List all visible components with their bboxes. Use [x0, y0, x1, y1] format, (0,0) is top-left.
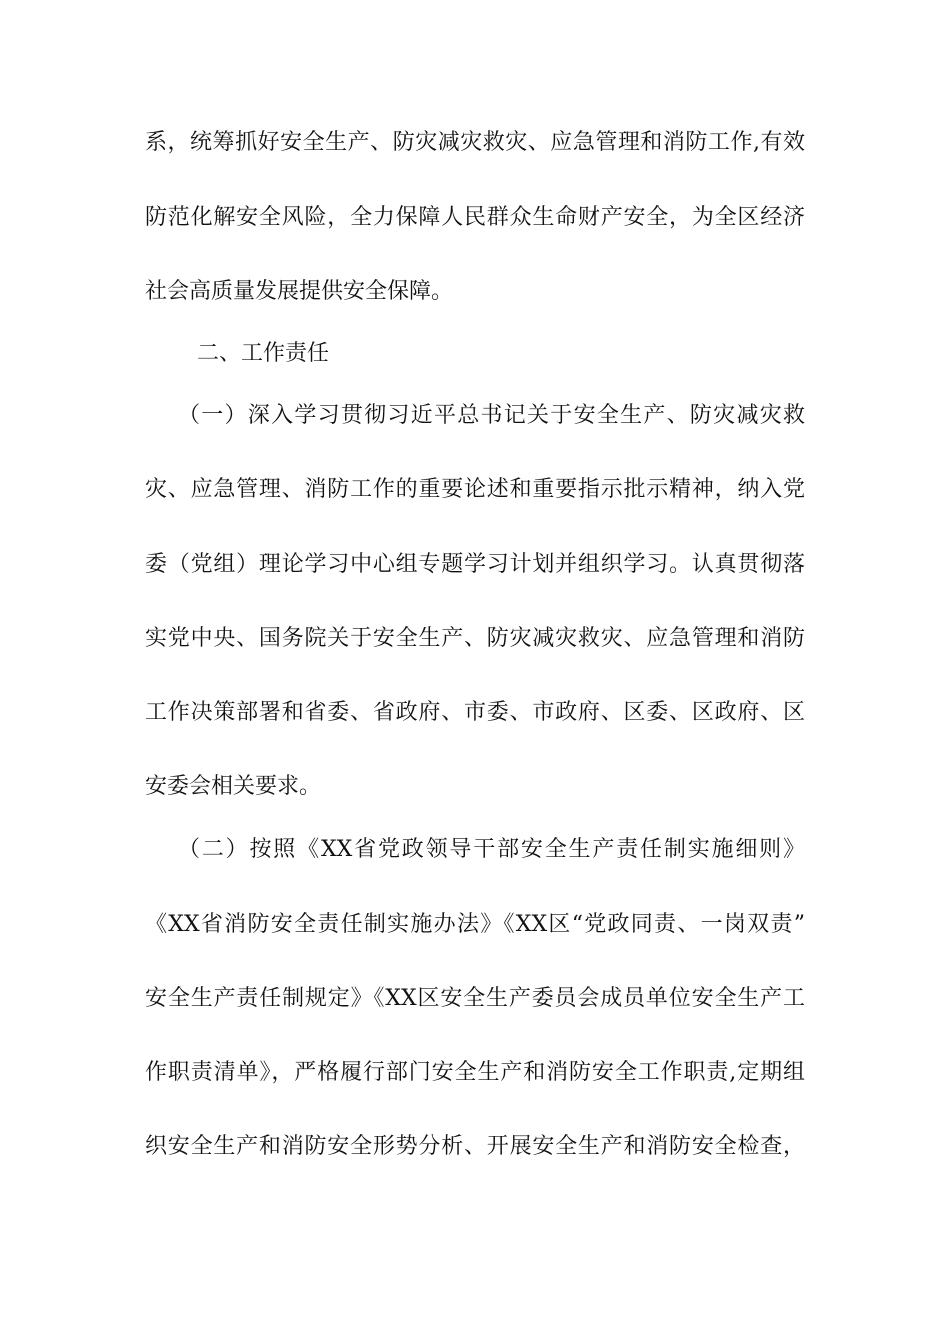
text-line: 社会高质量发展提供安全保障。: [145, 279, 454, 304]
text-line: 《XX省消防安全责任制实施办法》《XX区“党政同责、一岗双责”: [145, 912, 805, 937]
text-line: 防范化解安全风险，全力保障人民群众生命财产安全，为全区经济: [145, 205, 805, 230]
text-line: 灾、应急管理、消防工作的重要论述和重要指示批示精神，纳入党: [145, 477, 805, 502]
text-line: （一）深入学习贯彻习近平总书记关于安全生产、防灾减灾救: [178, 403, 805, 428]
text-line: 作职责清单》，严格履行部门安全生产和消防安全工作职责,定期组: [145, 1060, 805, 1085]
text-line: 实党中央、国务院关于安全生产、防灾减灾救灾、应急管理和消防: [145, 626, 805, 651]
section-heading: 二、工作责任: [197, 341, 330, 366]
text-line: 系，统筹抓好安全生产、防灾减灾救灾、应急管理和消防工作,有效: [145, 130, 805, 155]
text-line: 安委会相关要求。: [145, 774, 322, 799]
text-line: 织安全生产和消防安全形势分析、开展安全生产和消防安全检查，: [145, 1134, 805, 1159]
text-line: 委（党组）理论学习中心组专题学习计划并组织学习。认真贯彻落: [145, 552, 805, 577]
text-line: 工作决策部署和省委、省政府、市委、市政府、区委、区政府、区: [145, 700, 805, 725]
text-line: 安全生产责任制规定》《XX区安全生产委员会成员单位安全生产工: [145, 986, 805, 1011]
text-line: （二）按照《XX省党政领导干部安全生产责任制实施细则》: [178, 837, 805, 862]
